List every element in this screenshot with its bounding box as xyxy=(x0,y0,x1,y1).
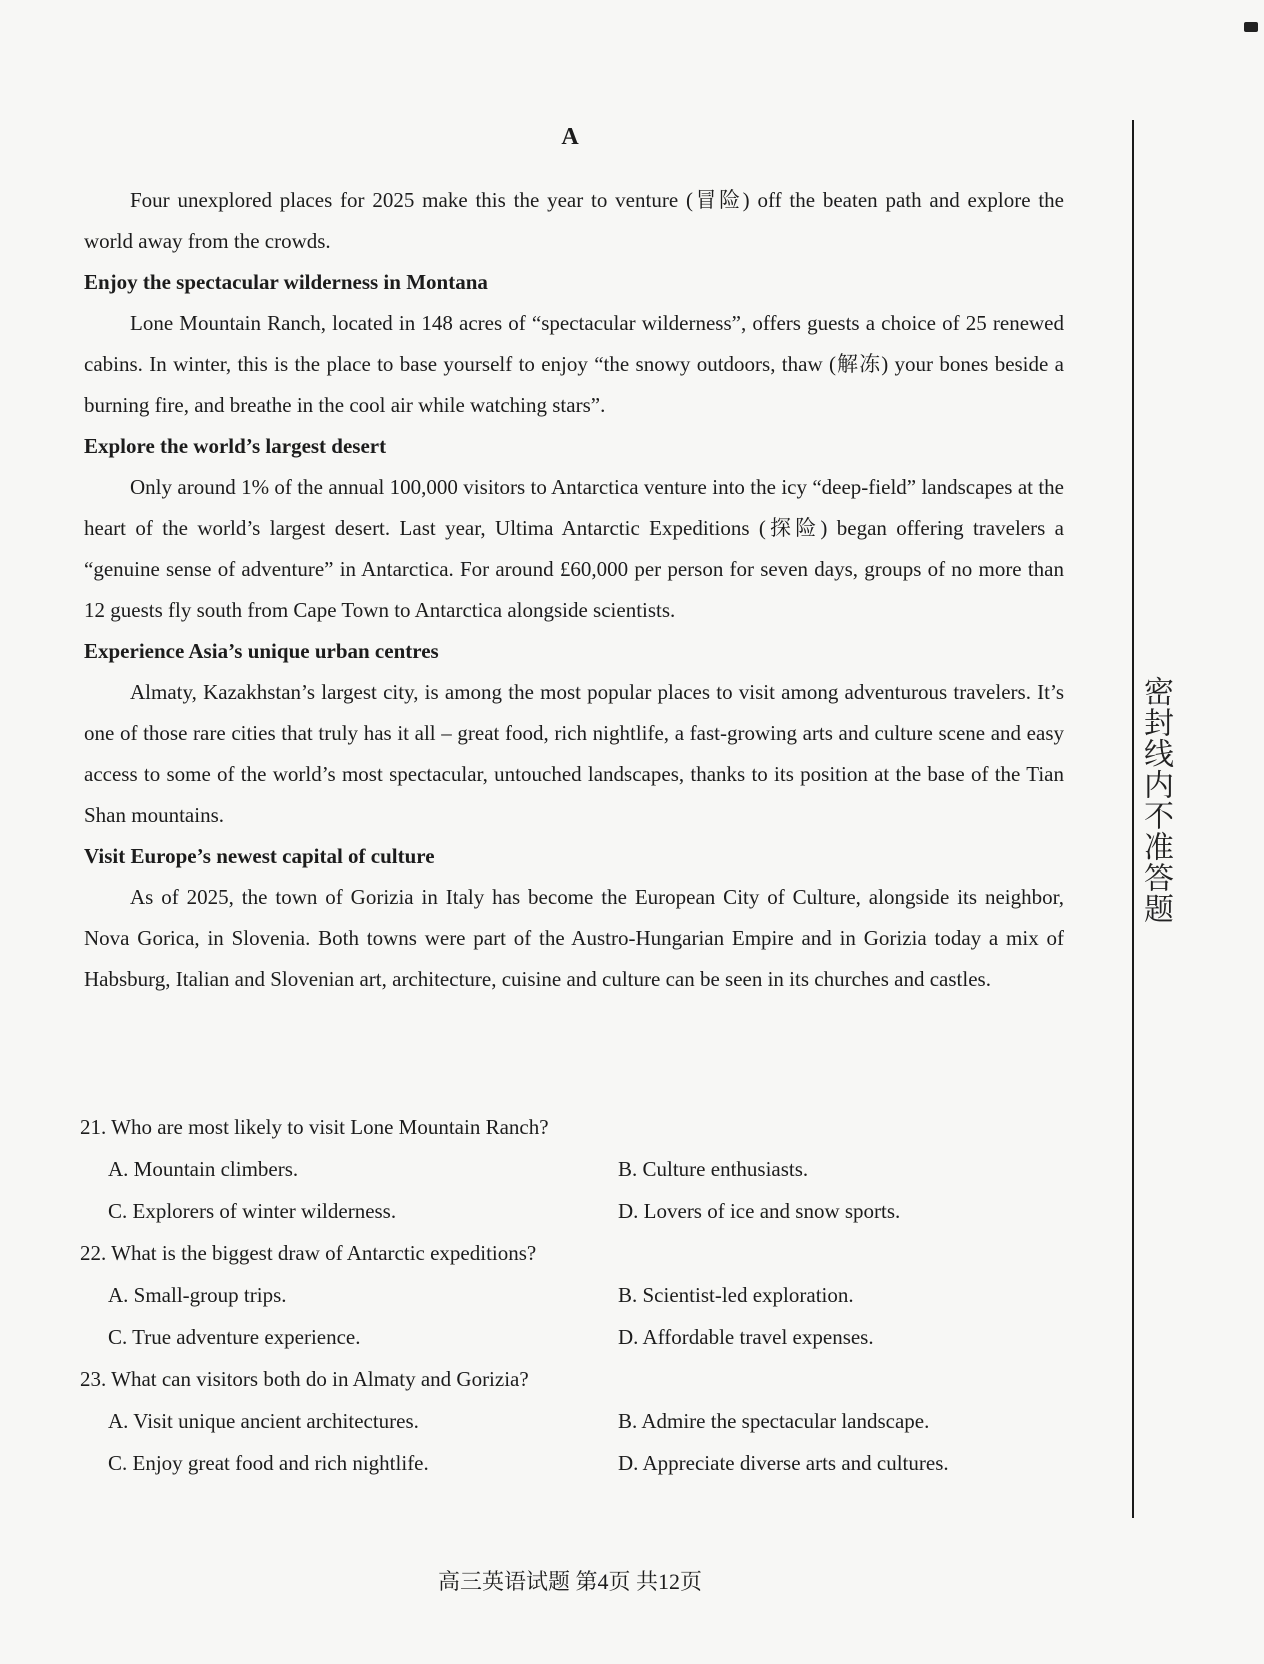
question-22: 22. What is the biggest draw of Antarctic expeditions? xyxy=(80,1241,537,1265)
option-23-b: B. Admire the spectacular landscape. xyxy=(618,1409,930,1433)
option-21-c: C. Explorers of winter wilderness. xyxy=(108,1199,397,1223)
question-block xyxy=(80,1106,1040,1484)
passage-body xyxy=(84,180,1064,1000)
intro-paragraph: Four unexplored places for 2025 make this the year to venture (冒险) off the beaten path and explore the world away from the crowds. xyxy=(84,188,1064,253)
option-22-b: B. Scientist-led exploration. xyxy=(618,1283,854,1307)
option-23-c: C. Enjoy great food and rich nightlife. xyxy=(108,1451,429,1475)
option-21-d: D. Lovers of ice and snow sports. xyxy=(618,1199,901,1223)
passage-heading: A xyxy=(561,124,579,150)
question-23: 23. What can visitors both do in Almaty and Gorizia? xyxy=(80,1367,529,1391)
seal-notice: 密封线内不准答题 xyxy=(1138,676,1173,924)
option-23-d: D. Appreciate diverse arts and cultures. xyxy=(618,1451,949,1475)
option-22-a: A. Small-group trips. xyxy=(108,1283,287,1307)
question-22-options xyxy=(108,1274,1040,1358)
scan-mark xyxy=(1244,22,1258,32)
seal-line xyxy=(1132,120,1134,1518)
question-23-options xyxy=(108,1400,1040,1484)
option-23-a: A. Visit unique ancient architectures. xyxy=(108,1409,419,1433)
question-21-options xyxy=(108,1148,1040,1232)
option-22-c: C. True adventure experience. xyxy=(108,1325,361,1349)
section-text-asia: Almaty, Kazakhstan’s largest city, is among the most popular places to visit among adventurous travelers. It’s one of those rare cities that truly has it all – great food, rich nightlife, a fast-growing arts and culture scene and easy access to some of the world’s most spectacular, untouched landscapes, thanks to its position at the base of the Tian Shan mountains. xyxy=(84,680,1064,827)
section-title-asia: Experience Asia’s unique urban centres xyxy=(84,639,439,663)
page-footer: 高三英语试题 第4页 共12页 xyxy=(437,1569,702,1594)
section-title-europe: Visit Europe’s newest capital of culture xyxy=(84,844,435,868)
option-21-b: B. Culture enthusiasts. xyxy=(618,1157,809,1181)
question-21: 21. Who are most likely to visit Lone Mountain Ranch? xyxy=(80,1115,549,1139)
option-21-a: A. Mountain climbers. xyxy=(108,1157,299,1181)
section-title-antarctica: Explore the world’s largest desert xyxy=(84,434,387,458)
section-text-montana: Lone Mountain Ranch, located in 148 acres of “spectacular wilderness”, offers guests a choice of 25 renewed cabins. In winter, this is the place to base yourself to enjoy “the snowy outdoors, thaw (解冻) your bones beside a burning fire, and breathe in the cool air while watching stars”. xyxy=(84,311,1064,417)
section-text-antarctica: Only around 1% of the annual 100,000 visitors to Antarctica venture into the icy “deep-field” landscapes at the heart of the world’s largest desert. Last year, Ultima Antarctic Expeditions (探险) began offering travelers a “genuine sense of adventure” in Antarctica. For around £60,000 per person for seven days, groups of no more than 12 guests fly south from Cape Town to Antarctica alongside scientists. xyxy=(84,475,1064,622)
section-title-montana: Enjoy the spectacular wilderness in Montana xyxy=(84,270,488,294)
option-22-d: D. Affordable travel expenses. xyxy=(618,1325,874,1349)
section-text-europe: As of 2025, the town of Gorizia in Italy has become the European City of Culture, alongside its neighbor, Nova Gorica, in Slovenia. Both towns were part of the Austro-Hungarian Empire and in Gorizia today a mix of Habsburg, Italian and Slovenian art, architecture, cuisine and culture can be seen in its churches and castles. xyxy=(84,885,1064,991)
